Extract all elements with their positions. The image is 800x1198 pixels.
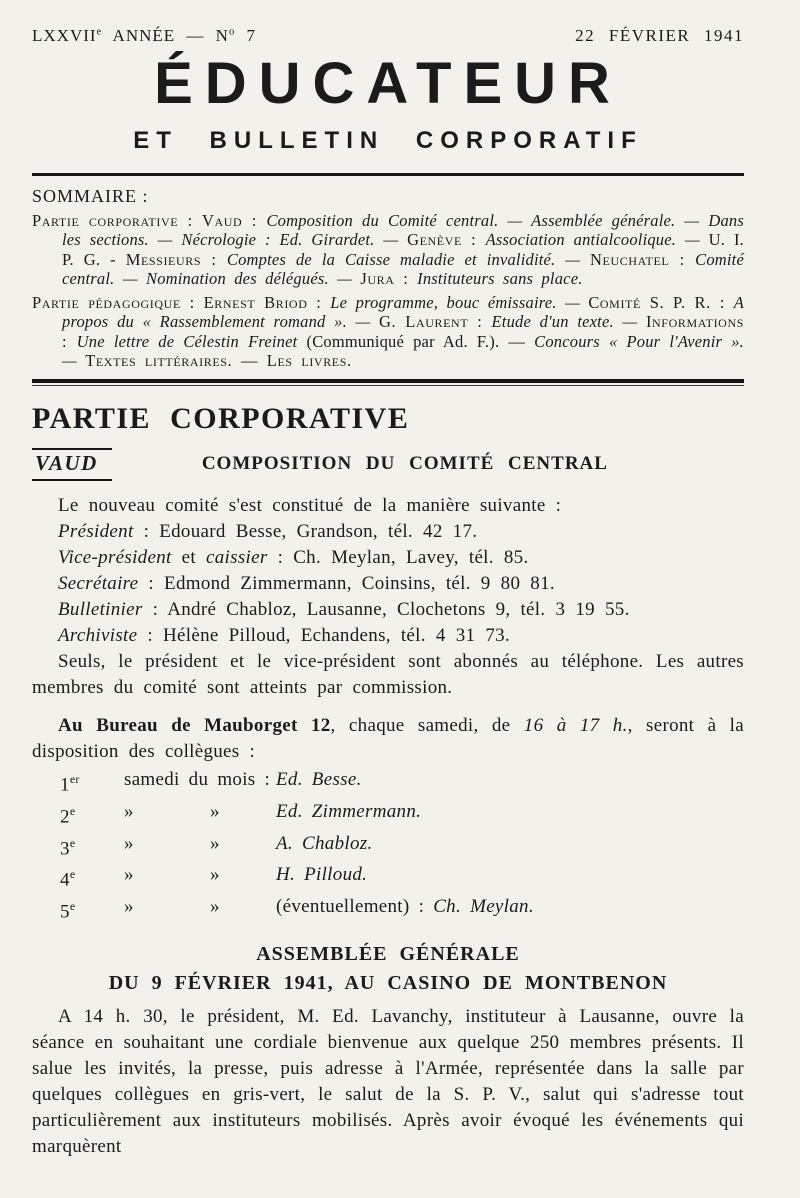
summary-pedagogique [32, 293, 744, 371]
schedule-row [32, 799, 744, 831]
summary-run: Le programme, bouc émissaire. — [330, 292, 589, 312]
ditto-mark: » [124, 832, 134, 854]
issue-volume-sup: e [96, 26, 103, 38]
officer-mid: et [171, 546, 207, 568]
masthead [32, 26, 744, 46]
schedule-ordinal [60, 767, 124, 799]
ditto-mark: » [124, 896, 134, 918]
summary-run: Partie corporative : [32, 210, 202, 230]
summary-corporative [32, 211, 744, 289]
officer-role2: caissier [206, 546, 268, 568]
summary-run: Neuchatel : [590, 249, 696, 269]
schedule-name: Ch. Meylan. [433, 896, 534, 918]
schedule-name: A. Chabloz. [276, 832, 373, 854]
bureau-hours: 16 à 17 h. [523, 714, 628, 736]
assembly-title-line1: ASSEMBLÉE GÉNÉRALE [256, 943, 520, 966]
summary-run: (Communiqué par Ad. F.). — [306, 331, 535, 351]
ordinal-suffix: e [69, 836, 76, 850]
schedule-name: Ed. Besse. [276, 768, 362, 790]
officer-role: Président [58, 520, 134, 542]
bureau-end: , seront à la disposition des collègues : [32, 714, 744, 762]
officer-detail: : André Chabloz, Lausanne, Clochetons 9, tél. 3 19 55. [142, 598, 630, 620]
summary-run: Etude d'un texte. — [491, 312, 646, 332]
section-title: PARTIE CORPORATIVE [32, 401, 410, 435]
schedule-prefix: (éventuellement) : [276, 896, 434, 918]
ditto-mark: » [210, 896, 220, 918]
issue-label [32, 26, 256, 46]
summary-run: Association antialcoolique. — [485, 230, 709, 250]
schedule-name: H. Pilloud. [276, 864, 368, 886]
officer-detail: : Edmond Zimmermann, Coinsins, tél. 9 80 81. [138, 572, 555, 594]
summary-run: Textes littéraires. — Les livres. [85, 351, 352, 371]
schedule-ordinal [60, 831, 124, 863]
ordinal-suffix: e [69, 900, 76, 914]
schedule-ordinal [60, 799, 124, 831]
ordinal-number: 5 [60, 901, 70, 923]
journal-page [32, 0, 744, 1160]
issue-mid: ANNÉE — N [102, 26, 229, 45]
ordinal-suffix: er [69, 772, 80, 786]
region-label-vaud: VAUD [32, 448, 112, 481]
assembly-title [32, 940, 744, 998]
officer-row [32, 597, 744, 623]
summary-run: Concours « Pour l'Avenir ». — [62, 331, 744, 371]
ditto-mark: » [210, 800, 220, 822]
officer-role: Secrétaire [58, 572, 139, 594]
summary-run: G. Laurent : [379, 312, 492, 332]
officer-detail: : Edouard Besse, Grandson, tél. 42 17. [133, 520, 478, 542]
summary-run: Comité S. P. R. : [588, 292, 734, 312]
article-head [32, 448, 744, 481]
paragraph-assembly: A 14 h. 30, le président, M. Ed. Lavanchy, instituteur à Lausanne, ouvre la séance en souhaitant une cordiale bienvenue aux quelque 250 membres présents. Il salue les invités, la presse, puis adresse à l'Armée, représentée dans la salle par quelques collègues en gris-vert, le salut de la S. P. V., salut qui s'adresse tout particulièrement aux instituteurs mobilisés. Après avoir évoqué les événements qui marquèrent [32, 1006, 744, 1158]
bureau-mid: , chaque samedi, de [330, 714, 524, 736]
issue-number: 7 [235, 26, 256, 45]
schedule-row [32, 894, 744, 926]
ordinal-suffix: e [69, 804, 76, 818]
officer-role: Bulletinier [58, 598, 143, 620]
schedule-label: samedi du mois : [124, 768, 271, 790]
officer-row [32, 545, 744, 571]
summary-run: Ernest Briod : [203, 292, 331, 312]
summary-run: U. I. P. G. - [62, 230, 744, 269]
schedule-name-cell [276, 862, 744, 894]
summary-run: Une lettre de Célestin Freinet [76, 331, 307, 351]
ordinal-number: 4 [60, 869, 70, 891]
issue-volume: LXXVII [32, 26, 97, 45]
officer-row [32, 571, 744, 597]
ordinal-number: 3 [60, 837, 70, 859]
summary-divider [32, 379, 744, 386]
issue-date: 22 FÉVRIER 1941 [575, 26, 744, 45]
ordinal-number: 2 [60, 806, 70, 828]
ditto-mark: » [210, 832, 220, 854]
officer-list [32, 519, 744, 649]
ordinal-number: 1 [60, 774, 70, 796]
schedule-ordinal [60, 862, 124, 894]
paragraph-phone-note: Seuls, le président et le vice-président sont abonnés au téléphone. Les autres membres du comité sont atteints par commission. [32, 650, 744, 698]
article-title-composition: COMPOSITION DU COMITÉ CENTRAL [201, 453, 608, 475]
schedule-name-cell [276, 894, 744, 926]
schedule-ordinal [60, 894, 124, 926]
schedule-name-cell [276, 831, 744, 863]
ditto-mark: » [210, 864, 220, 886]
journal-title: ÉDUCATEUR [154, 51, 622, 116]
paragraph-intro: Le nouveau comité s'est constitué de la manière suivante : [58, 494, 562, 516]
summary-label: SOMMAIRE : [32, 185, 149, 206]
officer-row [32, 519, 744, 545]
summary-run: Vaud : [201, 210, 267, 230]
ditto-mark: » [124, 864, 134, 886]
officer-row [32, 623, 744, 649]
officer-role: Archiviste [58, 624, 138, 646]
schedule-name: Ed. Zimmermann. [276, 800, 422, 822]
summary-run: Partie pédagogique : [32, 292, 204, 312]
schedule-row [32, 862, 744, 894]
summary-run: Composition du Comité central. — Assemblée générale. — Dans les sections. — Nécrologie : Ed. Girardet. — [62, 210, 744, 250]
bureau-address: Au Bureau de Mauborget 12 [58, 714, 331, 736]
schedule-row [32, 831, 744, 863]
schedule-name-cell [276, 767, 744, 799]
summary-run: Informations : [62, 312, 744, 351]
issue-number-sup: o [228, 26, 236, 38]
ditto-mark: » [124, 800, 134, 822]
assembly-title-line2: DU 9 FÉVRIER 1941, AU CASINO DE MONTBENON [108, 972, 668, 995]
summary-run: Comité central. — Nomination des délégués. — [62, 249, 744, 289]
ordinal-suffix: e [69, 868, 76, 882]
summary-run: Instituteurs sans place. [417, 269, 583, 289]
paragraph-bureau [32, 713, 744, 765]
summary-run: Comptes de la Caisse maladie et invalidité. — [226, 249, 591, 269]
summary-run: Genève : [407, 230, 486, 250]
summary-run: A propos du « Rassemblement romand ». — [62, 292, 744, 332]
officer-detail: : Ch. Meylan, Lavey, tél. 85. [267, 546, 529, 568]
summary-run: Jura : [360, 269, 418, 289]
schedule-row [32, 767, 744, 799]
schedule-name-cell [276, 799, 744, 831]
journal-subtitle: ET BULLETIN CORPORATIF [133, 126, 643, 154]
header-rule [32, 173, 744, 176]
summary-run: Messieurs : [125, 249, 227, 269]
officer-role: Vice-président [58, 546, 172, 568]
duty-schedule [32, 767, 744, 926]
officer-detail: : Hélène Pilloud, Echandens, tél. 4 31 73. [137, 624, 510, 646]
